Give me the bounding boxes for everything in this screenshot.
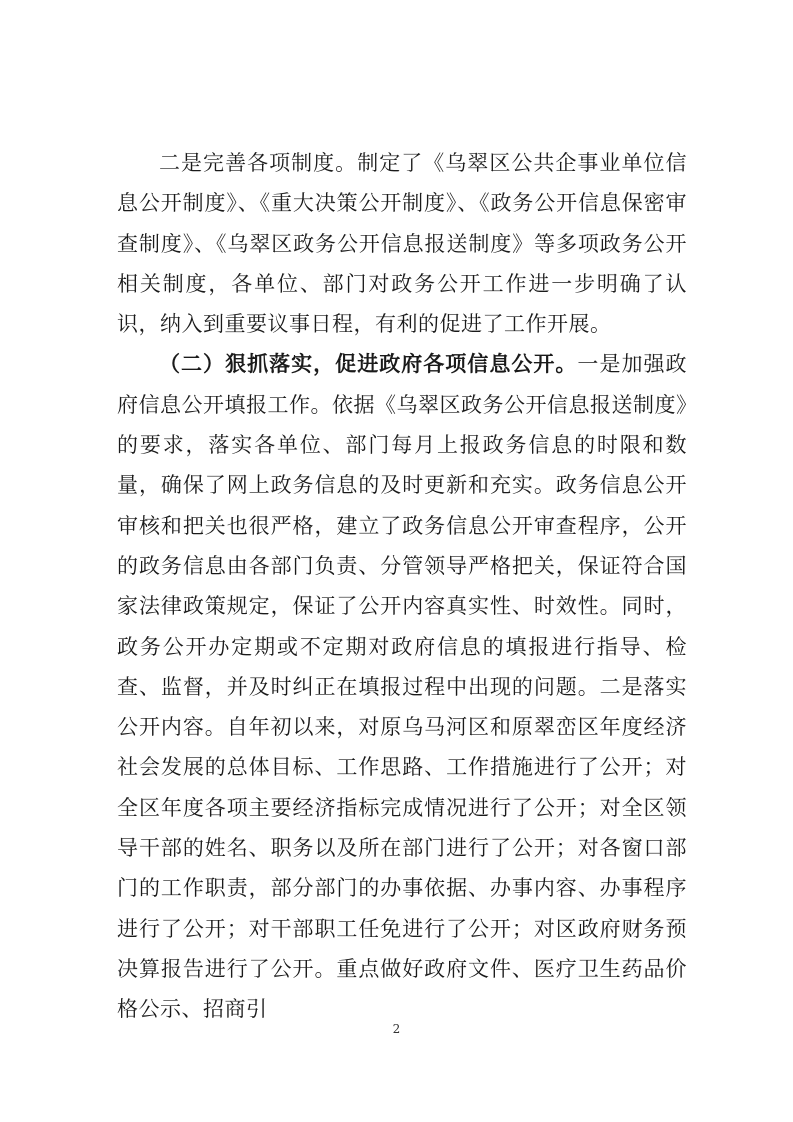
page-number: 2 — [392, 1022, 401, 1036]
document-body — [117, 143, 687, 1030]
paragraph-improve-systems: 二是完善各项制度。制定了《乌翠区公共企事业单位信息公开制度》、《重大决策公开制度》、《政务公开信息保密审查制度》、《乌翠区政务公开信息报送制度》等多项政务公开相关制度，各单位、部门对政务公开工作进一步明确了认识，纳入到重要议事日程，有利的促进了工作开展。 — [117, 151, 687, 337]
paragraph-implementation — [117, 344, 687, 1029]
section-heading: （二）狠抓落实，促进政府各项信息公开。 — [159, 352, 578, 377]
paragraph-implementation-body: 一是加强政府信息公开填报工作。依据《乌翠区政务公开信息报送制度》的要求，落实各单位、部门每月上报政务信息的时限和数量，确保了网上政务信息的及时更新和充实。政务信息公开审核和把关也很严格，建立了政务信息公开审查程序，公开的政务信息由各部门负责、分管领导严格把关，保证符合国家法律政策规定，保证了公开内容真实性、时效性。同时，政务公开办定期或不定期对政府信息的填报进行指导、检查、监督，并及时纠正在填报过程中出现的问题。二是落实公开内容。自年初以来，对原乌马河区和原翠峦区年度经济社会发展的总体目标、工作思路、工作措施进行了公开；对全区年度各项主要经济指标完成情况进行了公开；对全区领导干部的姓名、职务以及所在部门进行了公开；对各窗口部门的工作职责，部分部门的办事依据、办事内容、办事程序进行了公开；对干部职工任免进行了公开；对区政府财务预决算报告进行了公开。重点做好政府文件、医疗卫生药品价格公示、招商引 — [117, 352, 688, 1022]
